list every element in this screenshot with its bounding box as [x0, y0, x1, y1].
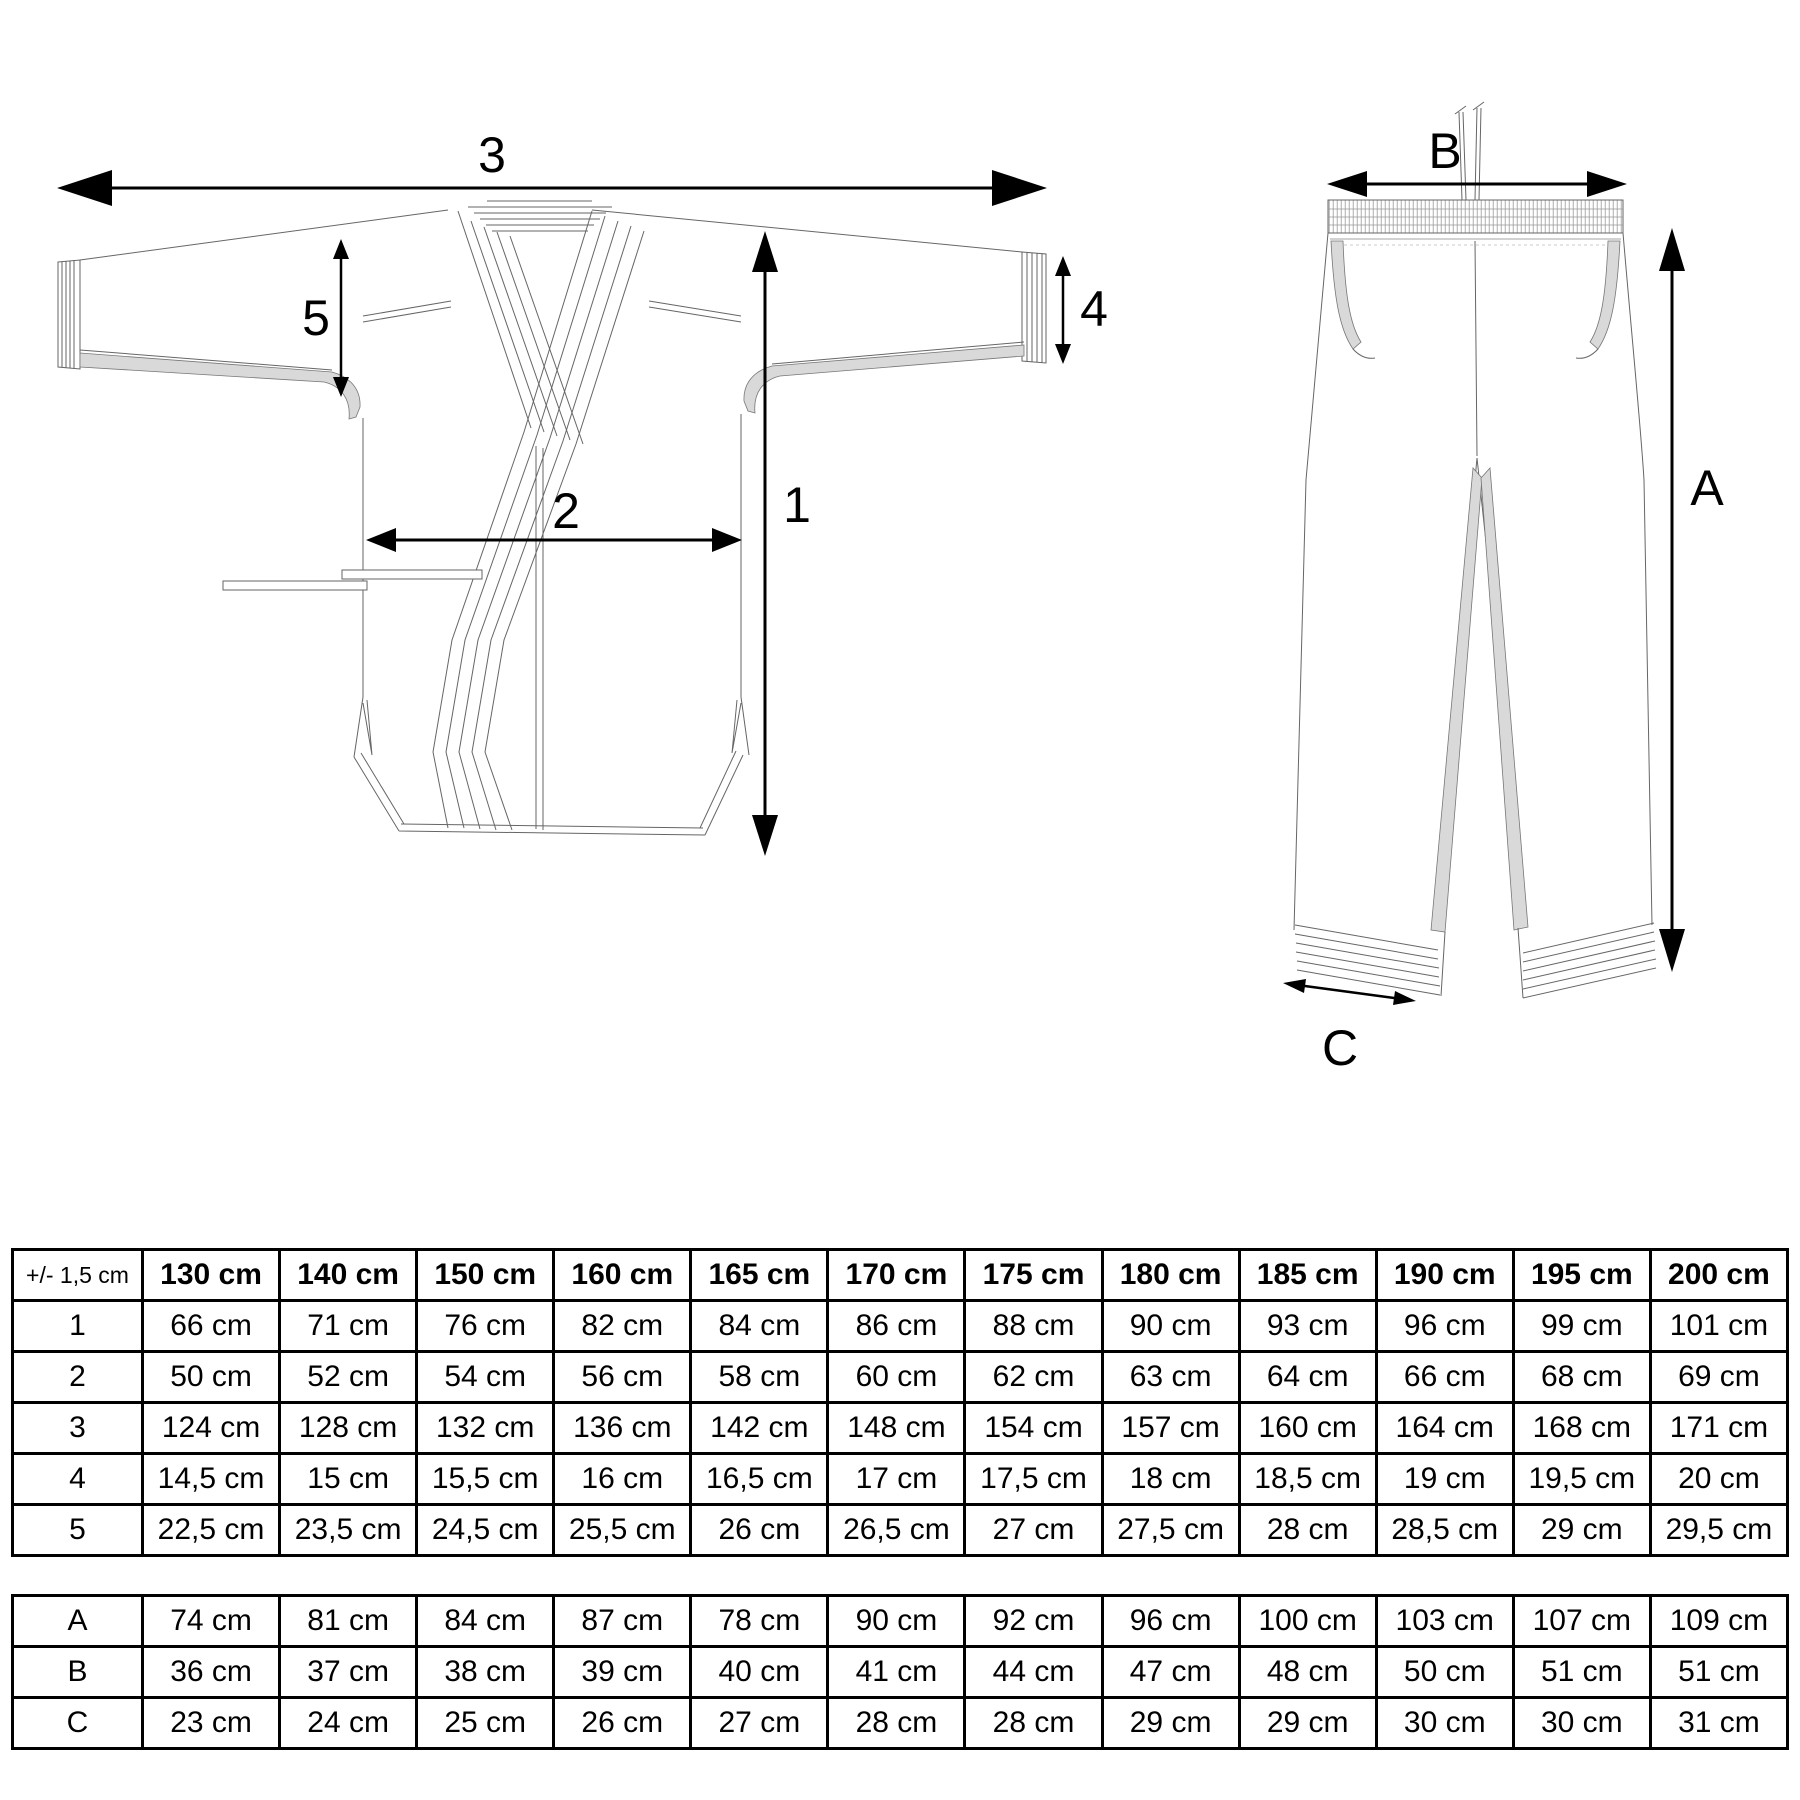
jacket-measure-label-2: 2: [552, 483, 580, 539]
jacket-front-panel-edge: [536, 446, 543, 830]
jacket-left-slit: [354, 697, 372, 757]
measure-value-cell: 19,5 cm: [1513, 1454, 1650, 1505]
measure-value-cell: 15,5 cm: [417, 1454, 554, 1505]
measure-value-cell: 84 cm: [691, 1301, 828, 1352]
measure-value-cell: 82 cm: [554, 1301, 691, 1352]
size-header-cell: 185 cm: [1239, 1250, 1376, 1301]
measure-label-cell: B: [13, 1647, 143, 1698]
pants-size-table: [11, 1594, 1789, 1750]
measure-value-cell: 96 cm: [1376, 1301, 1513, 1352]
pants-right-pocket-curve: [1576, 349, 1598, 358]
jacket-size-table: [11, 1248, 1789, 1557]
arrow-measure-4: [1055, 256, 1071, 364]
measure-value-cell: 31 cm: [1650, 1698, 1787, 1749]
measure-value-cell: 25 cm: [417, 1698, 554, 1749]
measure-value-cell: 52 cm: [280, 1352, 417, 1403]
measure-value-cell: 164 cm: [1376, 1403, 1513, 1454]
measure-value-cell: 103 cm: [1376, 1596, 1513, 1647]
measure-value-cell: 62 cm: [965, 1352, 1102, 1403]
measure-value-cell: 142 cm: [691, 1403, 828, 1454]
pants-left-cuff-ribs: [1295, 925, 1440, 995]
measure-label-cell: 1: [13, 1301, 143, 1352]
measure-row: [13, 1647, 1788, 1698]
jacket-chest-seam-left: [363, 301, 451, 322]
measure-row: [13, 1352, 1788, 1403]
measure-value-cell: 17,5 cm: [965, 1454, 1102, 1505]
measure-label-cell: C: [13, 1698, 143, 1749]
pants-center-crease: [1475, 241, 1477, 456]
jacket-left-sleeve-top: [80, 210, 448, 260]
measure-value-cell: 29 cm: [1513, 1505, 1650, 1556]
measure-value-cell: 23,5 cm: [280, 1505, 417, 1556]
measure-value-cell: 44 cm: [965, 1647, 1102, 1698]
pants-right-pocket: [1590, 241, 1620, 349]
measure-value-cell: 27,5 cm: [1102, 1505, 1239, 1556]
measure-value-cell: 28 cm: [965, 1698, 1102, 1749]
pants-left-pocket-curve: [1353, 349, 1375, 358]
tolerance-cell: +/- 1,5 cm: [13, 1250, 143, 1301]
measure-value-cell: 132 cm: [417, 1403, 554, 1454]
measure-row: [13, 1698, 1788, 1749]
measure-value-cell: 36 cm: [143, 1647, 280, 1698]
measure-label-cell: 2: [13, 1352, 143, 1403]
measure-value-cell: 76 cm: [417, 1301, 554, 1352]
size-header-cell: 160 cm: [554, 1250, 691, 1301]
measure-value-cell: 38 cm: [417, 1647, 554, 1698]
measure-value-cell: 16,5 cm: [691, 1454, 828, 1505]
jacket-measure-label-1: 1: [783, 477, 811, 533]
measure-value-cell: 84 cm: [417, 1596, 554, 1647]
pants-right-outer-edge: [1623, 233, 1652, 925]
measure-value-cell: 107 cm: [1513, 1596, 1650, 1647]
size-header-cell: 165 cm: [691, 1250, 828, 1301]
measure-value-cell: 28,5 cm: [1376, 1505, 1513, 1556]
jacket-measure-label-4: 4: [1080, 281, 1108, 337]
measure-value-cell: 37 cm: [280, 1647, 417, 1698]
measure-value-cell: 28 cm: [828, 1698, 965, 1749]
measure-value-cell: 69 cm: [1650, 1352, 1787, 1403]
measure-value-cell: 100 cm: [1239, 1596, 1376, 1647]
measure-value-cell: 56 cm: [554, 1352, 691, 1403]
measure-value-cell: 26,5 cm: [828, 1505, 965, 1556]
measure-value-cell: 90 cm: [1102, 1301, 1239, 1352]
measure-value-cell: 51 cm: [1513, 1647, 1650, 1698]
jacket-hem: [354, 751, 743, 835]
size-header-cell: 140 cm: [280, 1250, 417, 1301]
measure-value-cell: 16 cm: [554, 1454, 691, 1505]
pants-measure-label-A: A: [1690, 460, 1724, 516]
pants-measure-label-B: B: [1428, 123, 1462, 179]
measure-row: [13, 1403, 1788, 1454]
measure-value-cell: 88 cm: [965, 1301, 1102, 1352]
measure-value-cell: 14,5 cm: [143, 1454, 280, 1505]
jacket-measure-label-3: 3: [478, 127, 506, 183]
size-header-cell: 175 cm: [965, 1250, 1102, 1301]
measure-value-cell: 26 cm: [554, 1698, 691, 1749]
measure-value-cell: 41 cm: [828, 1647, 965, 1698]
jacket-right-underarm-shade: [744, 345, 1024, 413]
measure-value-cell: 18,5 cm: [1239, 1454, 1376, 1505]
measure-label-cell: 5: [13, 1505, 143, 1556]
measure-value-cell: 101 cm: [1650, 1301, 1787, 1352]
measure-value-cell: 66 cm: [1376, 1352, 1513, 1403]
size-header-row: [13, 1250, 1788, 1301]
size-header-cell: 130 cm: [143, 1250, 280, 1301]
measure-value-cell: 78 cm: [691, 1596, 828, 1647]
measure-value-cell: 19 cm: [1376, 1454, 1513, 1505]
pants-right-cuff-ribs: [1523, 923, 1656, 998]
measure-value-cell: 136 cm: [554, 1403, 691, 1454]
measure-value-cell: 28 cm: [1239, 1505, 1376, 1556]
measure-value-cell: 58 cm: [691, 1352, 828, 1403]
measure-value-cell: 171 cm: [1650, 1403, 1787, 1454]
size-header-cell: 200 cm: [1650, 1250, 1787, 1301]
measure-value-cell: 26 cm: [691, 1505, 828, 1556]
jacket-chest-seam-right: [649, 301, 741, 322]
measure-value-cell: 92 cm: [965, 1596, 1102, 1647]
measure-row: [13, 1505, 1788, 1556]
measure-value-cell: 87 cm: [554, 1596, 691, 1647]
measure-value-cell: 60 cm: [828, 1352, 965, 1403]
measure-value-cell: 30 cm: [1513, 1698, 1650, 1749]
jacket-right-cuff: [1022, 252, 1046, 363]
measure-value-cell: 18 cm: [1102, 1454, 1239, 1505]
jacket-measure-label-5: 5: [302, 290, 330, 346]
measure-value-cell: 64 cm: [1239, 1352, 1376, 1403]
pants-right-inner-edge: [1518, 928, 1523, 998]
measure-value-cell: 71 cm: [280, 1301, 417, 1352]
measure-value-cell: 27 cm: [965, 1505, 1102, 1556]
measure-value-cell: 29,5 cm: [1650, 1505, 1787, 1556]
measure-value-cell: 168 cm: [1513, 1403, 1650, 1454]
measure-value-cell: 90 cm: [828, 1596, 965, 1647]
measure-value-cell: 17 cm: [828, 1454, 965, 1505]
measure-value-cell: 157 cm: [1102, 1403, 1239, 1454]
size-header-cell: 190 cm: [1376, 1250, 1513, 1301]
pants-inner-seam-shade-left: [1431, 468, 1482, 932]
measure-value-cell: 81 cm: [280, 1596, 417, 1647]
measure-label-cell: A: [13, 1596, 143, 1647]
measure-value-cell: 24,5 cm: [417, 1505, 554, 1556]
measure-value-cell: 93 cm: [1239, 1301, 1376, 1352]
pants-waistband: [1328, 200, 1623, 245]
arrow-measure-C: [1283, 979, 1416, 1005]
measure-value-cell: 40 cm: [691, 1647, 828, 1698]
measure-row: [13, 1301, 1788, 1352]
arrow-measure-A: [1659, 228, 1685, 972]
measure-value-cell: 39 cm: [554, 1647, 691, 1698]
measure-value-cell: 22,5 cm: [143, 1505, 280, 1556]
size-header-cell: 170 cm: [828, 1250, 965, 1301]
measure-row: [13, 1454, 1788, 1505]
measure-label-cell: 3: [13, 1403, 143, 1454]
jacket-left-underarm-shade: [80, 353, 360, 419]
jacket-right-slit: [732, 697, 749, 755]
size-header-cell: 180 cm: [1102, 1250, 1239, 1301]
measure-value-cell: 74 cm: [143, 1596, 280, 1647]
pants-drawing: [1294, 102, 1656, 998]
arrow-measure-B: [1327, 171, 1627, 197]
measure-value-cell: 54 cm: [417, 1352, 554, 1403]
measure-value-cell: 128 cm: [280, 1403, 417, 1454]
measure-value-cell: 30 cm: [1376, 1698, 1513, 1749]
measure-value-cell: 63 cm: [1102, 1352, 1239, 1403]
measure-value-cell: 86 cm: [828, 1301, 965, 1352]
jacket-lapel-under-band: [458, 211, 583, 444]
measure-value-cell: 96 cm: [1102, 1596, 1239, 1647]
measure-value-cell: 154 cm: [965, 1403, 1102, 1454]
measure-value-cell: 66 cm: [143, 1301, 280, 1352]
jacket-tie-strips: [223, 570, 482, 590]
jacket-lapel-over-band: [433, 211, 644, 830]
measure-label-cell: 4: [13, 1454, 143, 1505]
measure-value-cell: 148 cm: [828, 1403, 965, 1454]
pants-left-inner-edge: [1441, 932, 1445, 996]
jacket-right-sleeve-top: [592, 210, 1022, 252]
pants-left-outer-edge: [1294, 233, 1328, 930]
measure-value-cell: 160 cm: [1239, 1403, 1376, 1454]
measure-value-cell: 50 cm: [1376, 1647, 1513, 1698]
measure-value-cell: 109 cm: [1650, 1596, 1787, 1647]
size-header-cell: 195 cm: [1513, 1250, 1650, 1301]
measure-value-cell: 50 cm: [143, 1352, 280, 1403]
measure-value-cell: 15 cm: [280, 1454, 417, 1505]
pants-left-pocket: [1331, 241, 1361, 349]
measure-value-cell: 27 cm: [691, 1698, 828, 1749]
measure-value-cell: 29 cm: [1239, 1698, 1376, 1749]
measure-value-cell: 25,5 cm: [554, 1505, 691, 1556]
measure-value-cell: 23 cm: [143, 1698, 280, 1749]
measure-value-cell: 51 cm: [1650, 1647, 1787, 1698]
measure-value-cell: 29 cm: [1102, 1698, 1239, 1749]
measure-value-cell: 48 cm: [1239, 1647, 1376, 1698]
pants-inner-seam-shade-right: [1481, 468, 1528, 930]
measure-value-cell: 47 cm: [1102, 1647, 1239, 1698]
size-header-cell: 150 cm: [417, 1250, 554, 1301]
jacket-left-cuff: [58, 260, 80, 369]
measure-value-cell: 124 cm: [143, 1403, 280, 1454]
measure-value-cell: 24 cm: [280, 1698, 417, 1749]
measure-row: [13, 1596, 1788, 1647]
arrow-measure-1: [752, 231, 778, 856]
pants-measure-label-C: C: [1321, 1020, 1359, 1076]
measure-value-cell: 20 cm: [1650, 1454, 1787, 1505]
measure-value-cell: 68 cm: [1513, 1352, 1650, 1403]
measure-value-cell: 99 cm: [1513, 1301, 1650, 1352]
